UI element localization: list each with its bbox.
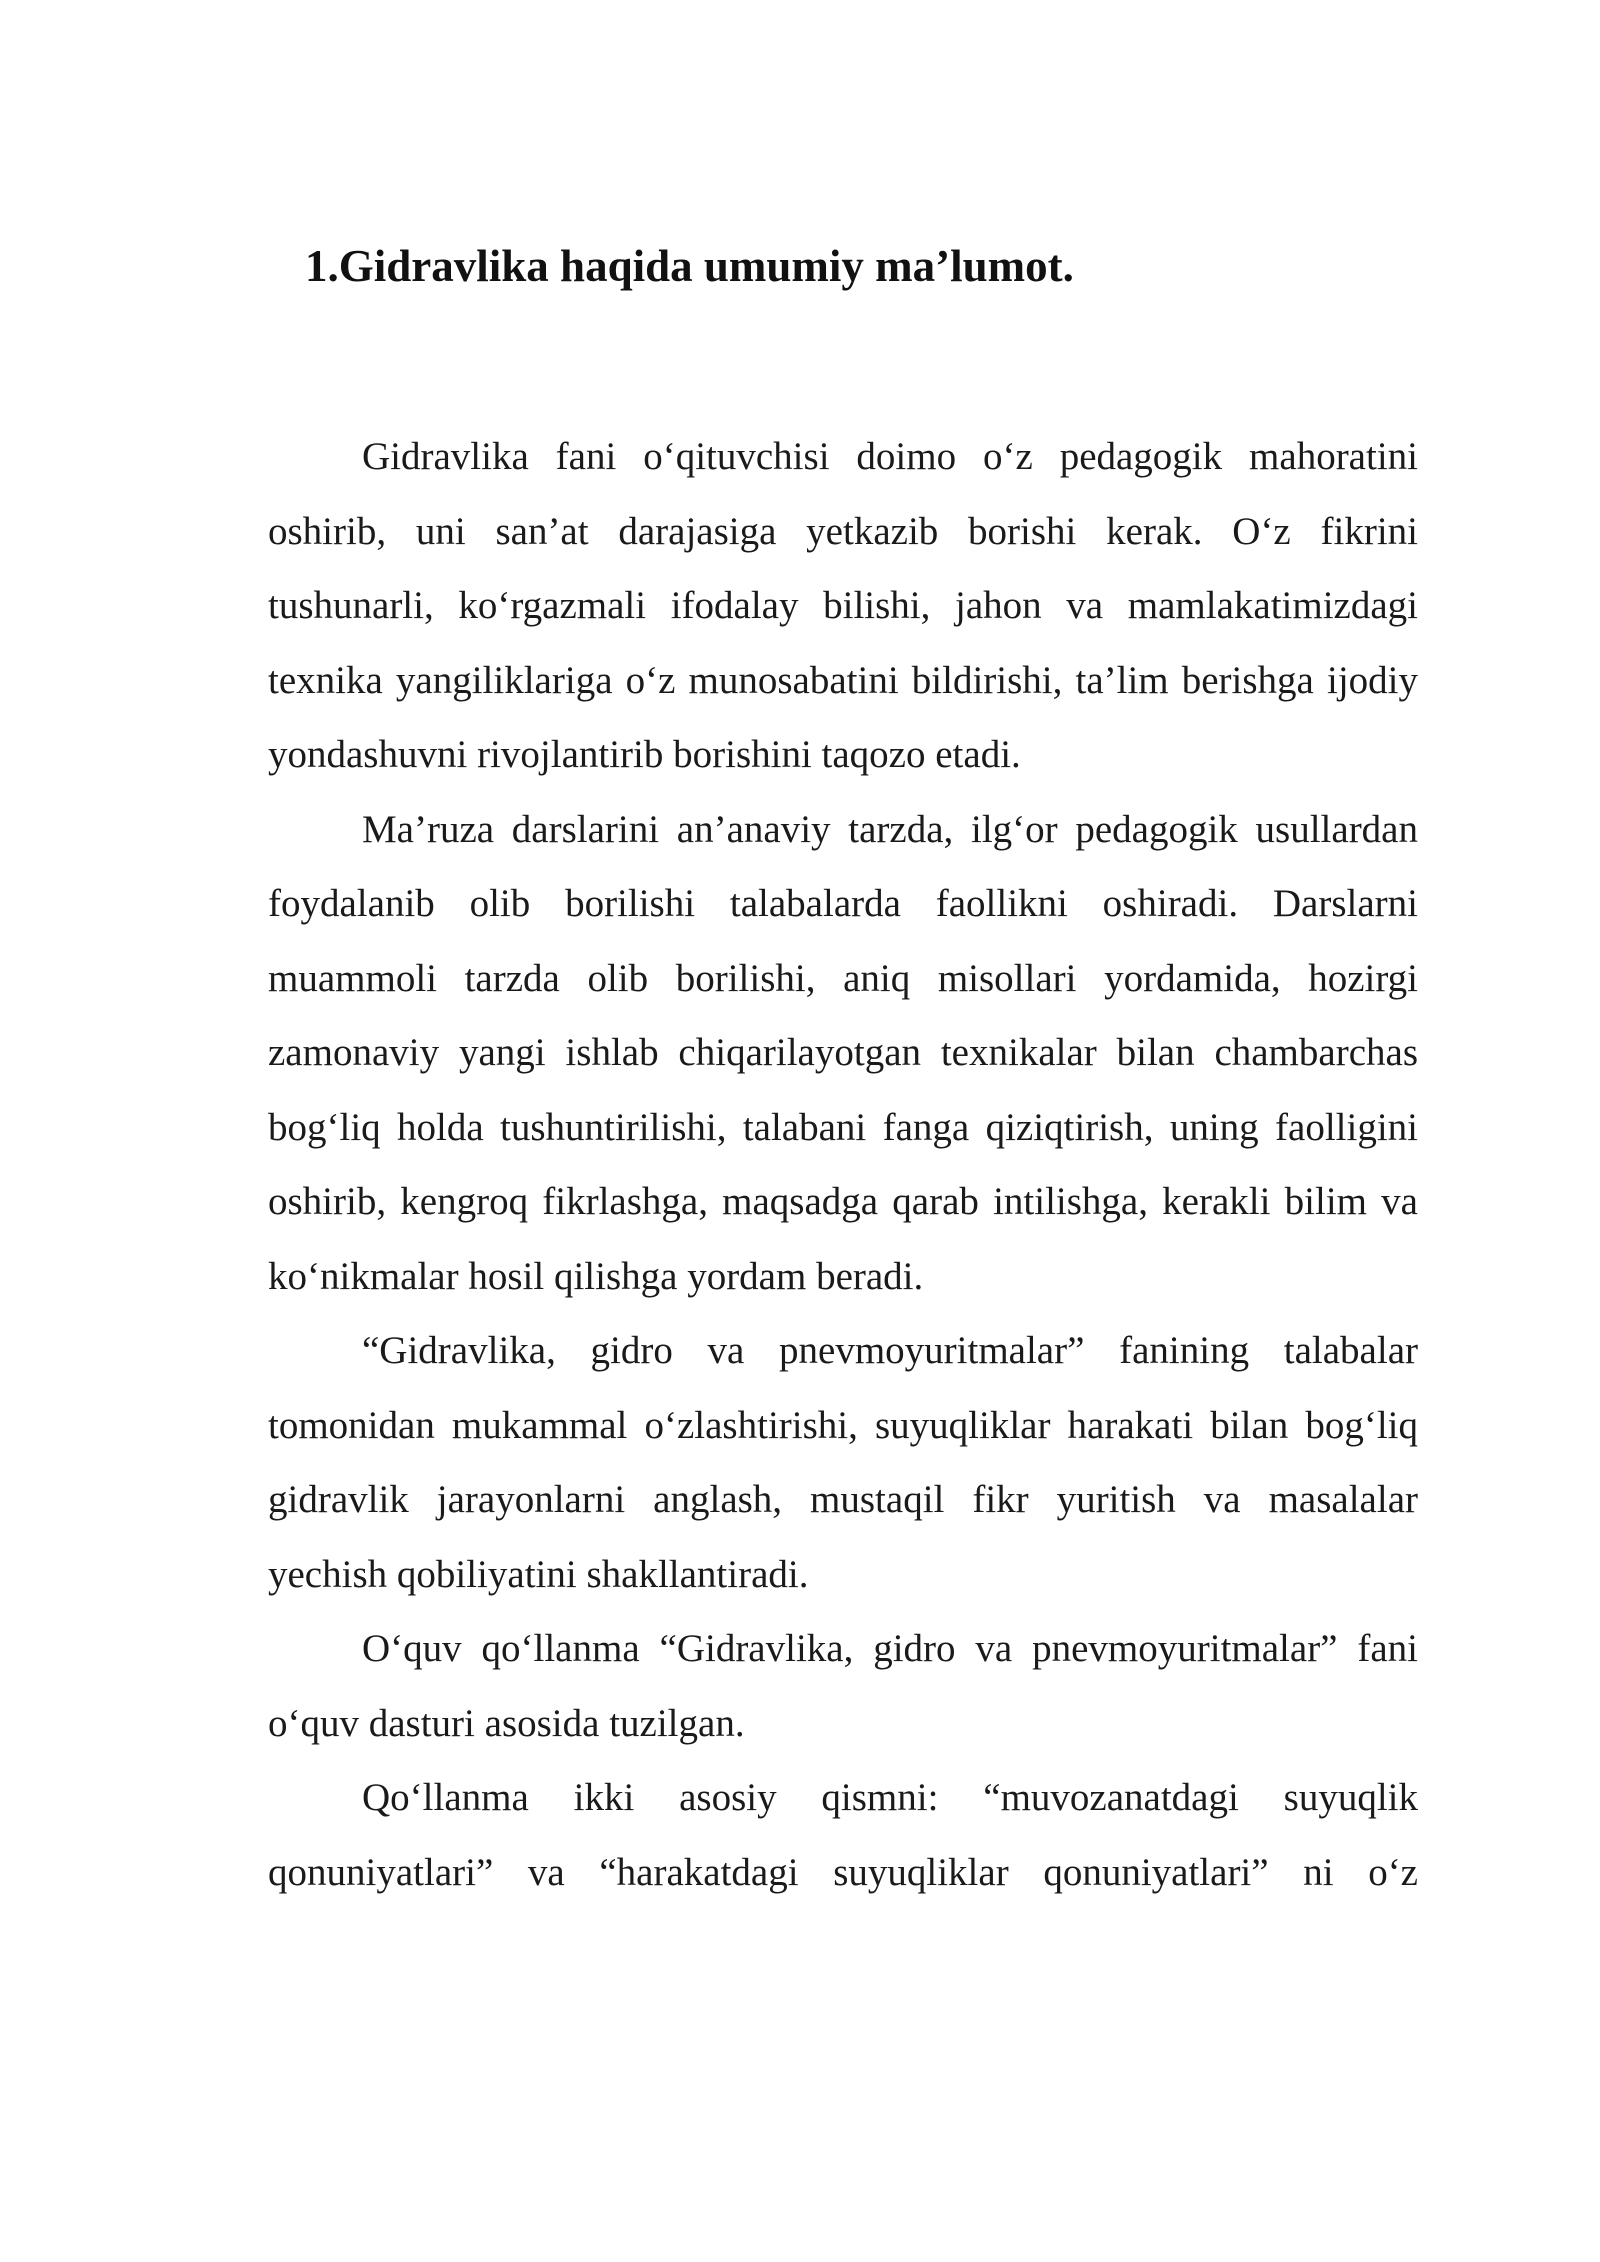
paragraph-5: Qo‘llanma ikki asosiy qismni: “muvozanatdagi suyuqlik qonuniyatlari” va “harakatdagi suyuqliklar qonuniyatlari” ni o‘z bbox=[268, 1776, 1418, 1894]
paragraph-4: O‘quv qo‘llanma “Gidravlika, gidro va pnevmoyuritmalar” fani o‘quv dasturi asosida tuzilgan. bbox=[268, 1627, 1418, 1745]
body-text bbox=[268, 420, 1418, 1910]
paragraph-1: Gidravlika fani o‘qituvchisi doimo o‘z pedagogik mahoratini oshirib, uni san’at darajasiga yetkazib borishi kerak. O‘z fikrini tushunarli, ko‘rgazmali ifodalay bilishi, jahon va mamlakatimizdagi texnika yangiliklariga o‘z munosabatini bildirishi, ta’lim berishga ijodiy yondashuvni rivojlantirib borishini taqozo etadi. bbox=[268, 435, 1418, 776]
paragraph-2: Ma’ruza darslarini an’anaviy tarzda, ilg‘or pedagogik usullardan foydalanib olib borilishi talabalarda faollikni oshiradi. Darslarni muammoli tarzda olib borilishi, aniq misollari yordamida, hozirgi zamonaviy yangi ishlab chiqarilayotgan texnikalar bilan chambarchas bog‘liq holda tushuntirilishi, talabani fanga qiziqtirish, uning faolligini oshirib, kengroq fikrlashga, maqsadga qarab intilishga, kerakli bilim va ko‘nikmalar hosil qilishga yordam beradi. bbox=[268, 807, 1418, 1298]
paragraph-3: “Gidravlika, gidro va pnevmoyuritmalar” fanining talabalar tomonidan mukammal o‘zlashtirishi, suyuqliklar harakati bilan bog‘liq gidravlik jarayonlarni anglash, mustaqil fikr yuritish va masalalar yechish qobiliyatini shakllantiradi. bbox=[268, 1329, 1418, 1596]
section-heading: 1.Gidravlika haqida umumiy ma’lumot. bbox=[305, 241, 1074, 291]
